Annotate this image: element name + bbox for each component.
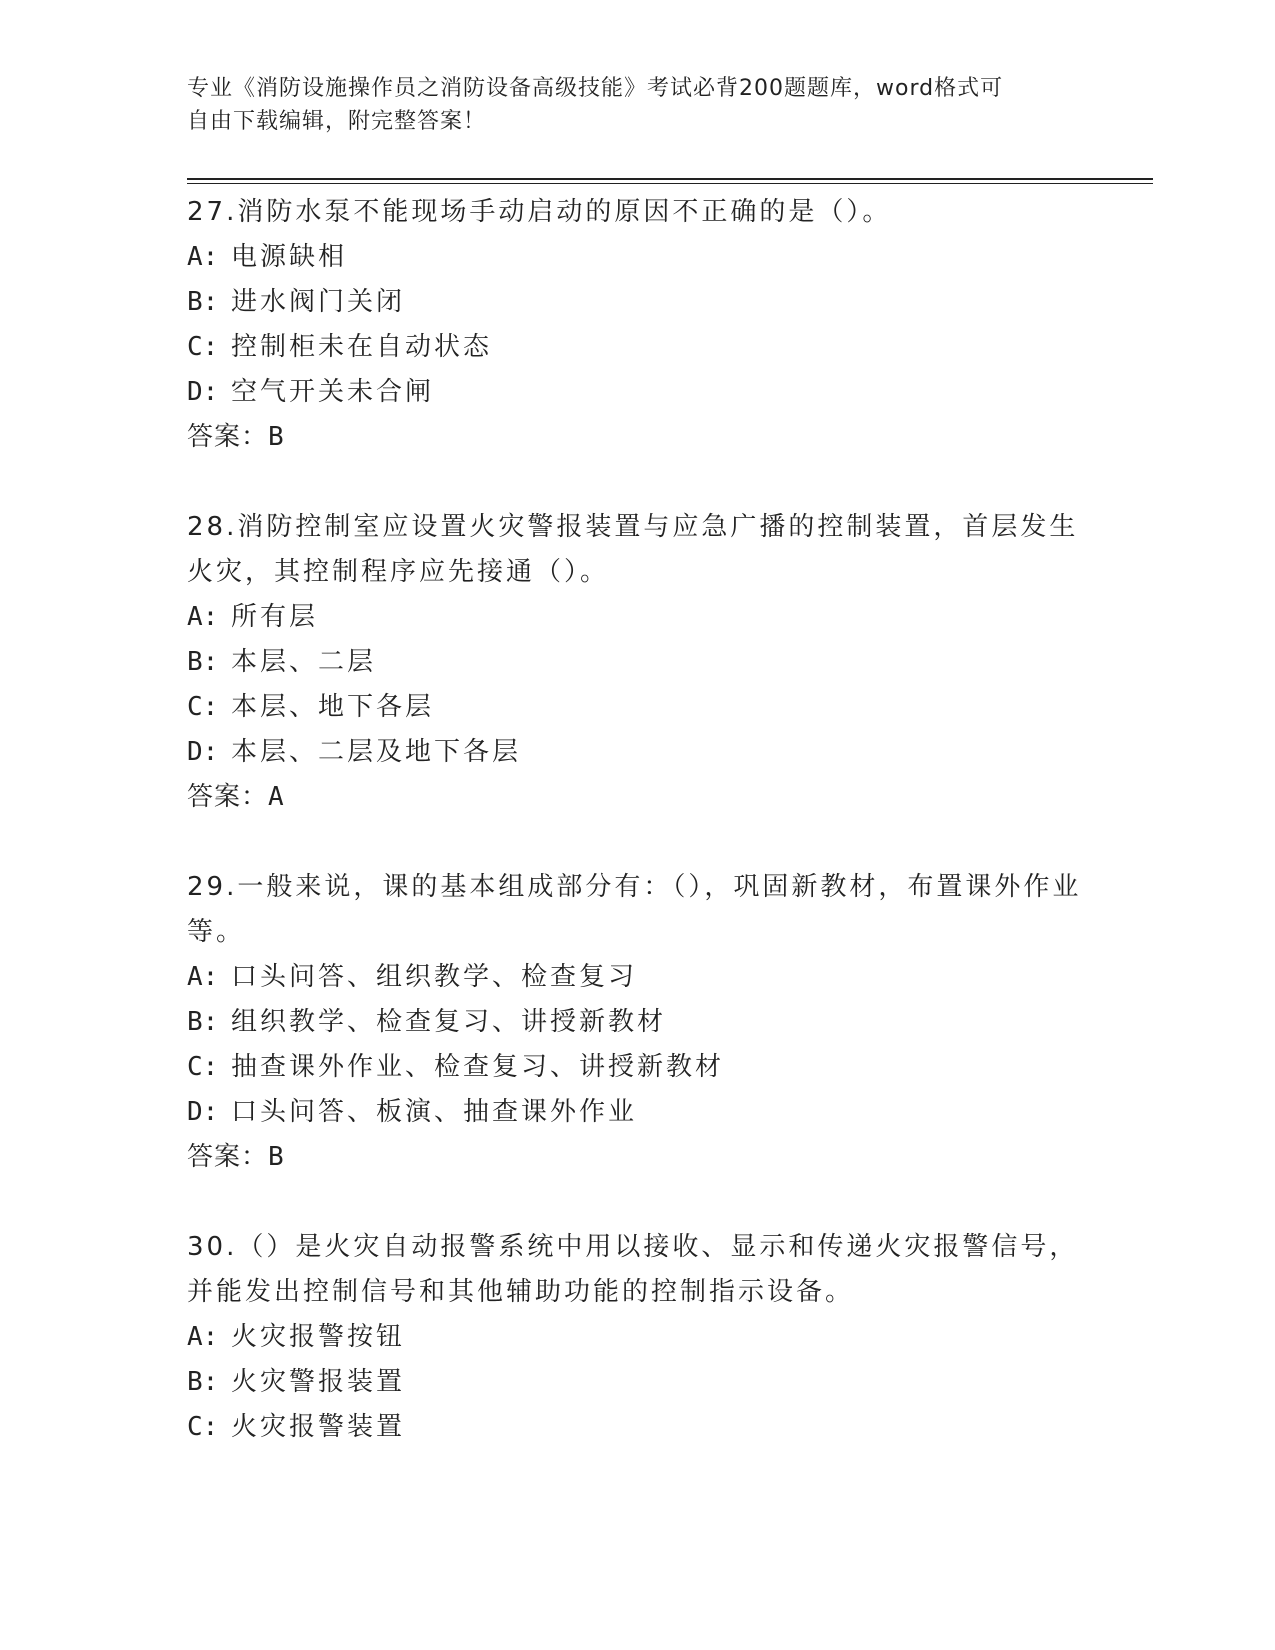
- option-letter: A:: [187, 242, 219, 272]
- question-text: 27.消防水泵不能现场手动启动的原因不正确的是（）。: [187, 197, 892, 227]
- option-text: 火灾报警装置: [231, 1412, 406, 1442]
- option-c: [187, 685, 1087, 730]
- answer-line: [187, 415, 1087, 460]
- option-text: 控制柜未在自动状态: [231, 332, 493, 362]
- option-letter: A:: [187, 962, 219, 992]
- answer-line: [187, 1135, 1087, 1180]
- option-d: [187, 1090, 1087, 1135]
- option-text: 火灾警报装置: [231, 1367, 406, 1397]
- option-letter: D:: [187, 1097, 219, 1127]
- header-divider-thick: [187, 178, 1153, 180]
- option-letter: D:: [187, 737, 219, 767]
- option-b: [187, 640, 1087, 685]
- document-header: [187, 72, 1087, 138]
- answer-value: A: [268, 782, 284, 812]
- option-text: 进水阀门关闭: [231, 287, 406, 317]
- option-text: 组织教学、检查复习、讲授新教材: [231, 1007, 667, 1037]
- option-a: [187, 955, 1087, 1000]
- option-c: [187, 1045, 1087, 1090]
- option-letter: C:: [187, 332, 219, 362]
- option-text: 火灾报警按钮: [231, 1322, 406, 1352]
- option-letter: B:: [187, 647, 219, 677]
- option-text: 本层、二层: [231, 647, 377, 677]
- question-text: 28.消防控制室应设置火灾警报装置与应急广播的控制装置，首层发生火灾，其控制程序应先接通（）。: [187, 512, 1079, 587]
- answer-label: 答案：: [187, 422, 269, 452]
- answer-value: B: [268, 1142, 284, 1172]
- option-text: 口头问答、组织教学、检查复习: [231, 962, 638, 992]
- option-letter: A:: [187, 1322, 219, 1352]
- answer-label: 答案：: [187, 782, 269, 812]
- option-d: [187, 370, 1087, 415]
- option-text: 所有层: [231, 602, 319, 632]
- option-letter: A:: [187, 602, 219, 632]
- option-a: [187, 1315, 1087, 1360]
- option-c: [187, 325, 1087, 370]
- answer-label: 答案：: [187, 1142, 269, 1172]
- option-letter: B:: [187, 287, 219, 317]
- option-text: 本层、地下各层: [231, 692, 435, 722]
- question-29: [187, 865, 1087, 1180]
- header-line-1: 专业《消防设施操作员之消防设备高级技能》考试必背200题题库，word格式可: [187, 76, 1004, 101]
- option-letter: B:: [187, 1367, 219, 1397]
- question-27: [187, 190, 1087, 460]
- option-text: 抽查课外作业、检查复习、讲授新教材: [231, 1052, 725, 1082]
- option-b: [187, 1360, 1087, 1405]
- answer-value: B: [268, 422, 284, 452]
- question-text: 30.（）是火灾自动报警系统中用以接收、显示和传递火灾报警信号，并能发出控制信号和其他辅助功能的控制指示设备。: [187, 1232, 1079, 1307]
- question-28: [187, 505, 1087, 820]
- option-letter: C:: [187, 692, 219, 722]
- option-letter: C:: [187, 1412, 219, 1442]
- answer-line: [187, 775, 1087, 820]
- option-b: [187, 1000, 1087, 1045]
- question-30: [187, 1225, 1087, 1450]
- option-text: 空气开关未合闸: [231, 377, 435, 407]
- question-text: 29.一般来说，课的基本组成部分有：（），巩固新教材，布置课外作业等。: [187, 872, 1082, 947]
- option-letter: D:: [187, 377, 219, 407]
- option-a: [187, 235, 1087, 280]
- header-divider-thin: [187, 183, 1153, 184]
- option-c: [187, 1405, 1087, 1450]
- option-letter: B:: [187, 1007, 219, 1037]
- option-a: [187, 595, 1087, 640]
- header-line-2: 自由下载编辑，附完整答案！: [187, 109, 487, 134]
- option-text: 电源缺相: [231, 242, 348, 272]
- question-list: [187, 190, 1087, 1495]
- option-letter: C:: [187, 1052, 219, 1082]
- option-text: 本层、二层及地下各层: [231, 737, 522, 767]
- option-d: [187, 730, 1087, 775]
- option-b: [187, 280, 1087, 325]
- option-text: 口头问答、板演、抽查课外作业: [231, 1097, 638, 1127]
